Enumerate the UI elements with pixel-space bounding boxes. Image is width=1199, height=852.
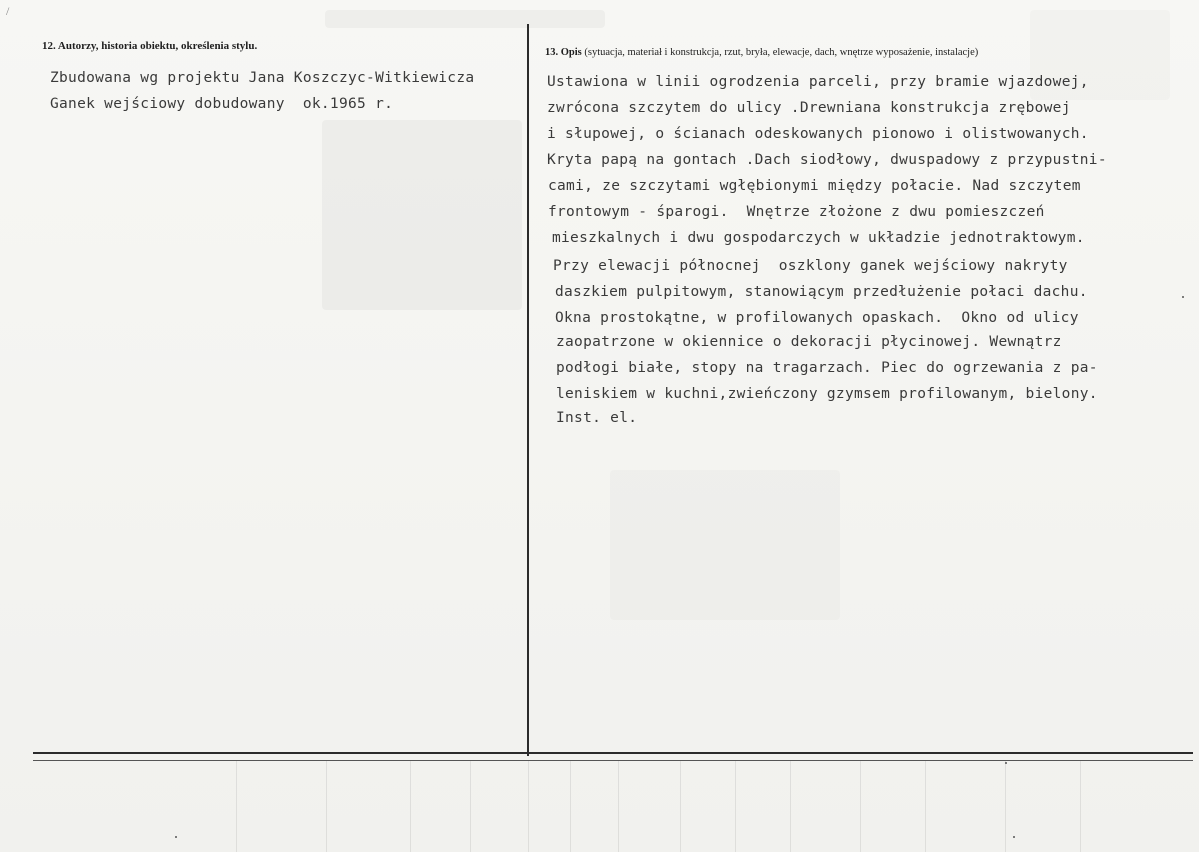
grid-column-line [1005, 761, 1006, 852]
speck [175, 836, 177, 838]
grid-column-line [860, 761, 861, 852]
speck [1182, 296, 1184, 298]
section-13-line: i słupowej, o ścianach odeskowanych pionowo i olistwowanych. [547, 126, 1089, 142]
section-13-line: Okna prostokątne, w profilowanych opaskach. Okno od ulicy [555, 310, 1079, 326]
section-12-line: Zbudowana wg projektu Jana Koszczyc-Witkiewicza [50, 70, 475, 86]
section-13-line: Ustawiona w linii ogrodzenia parceli, przy bramie wjazdowej, [547, 74, 1089, 90]
section-12-line: Ganek wejściowy dobudowany ok.1965 r. [50, 96, 394, 112]
grid-column-line [326, 761, 327, 852]
section-13-label: (sytuacja, materiał i konstrukcja, rzut, bryła, elewacje, dach, wnętrze wyposażenie, instalacje) [581, 47, 979, 58]
grid-column-line [618, 761, 619, 852]
section-13-line: Przy elewacji północnej oszklony ganek wejściowy nakryty [553, 258, 1068, 274]
corner-mark: / [6, 4, 10, 18]
bleed-through-block [610, 470, 840, 620]
grid-column-line [680, 761, 681, 852]
section-13-line: leniskiem w kuchni,zwieńczony gzymsem profilowanym, bielony. [556, 386, 1098, 402]
bleed-through-block [322, 120, 522, 310]
section-13-line: frontowym - śparogi. Wnętrze złożone z dwu pomieszczeń [548, 204, 1045, 220]
grid-column-line [790, 761, 791, 852]
column-divider [527, 24, 529, 756]
grid-column-line [570, 761, 571, 852]
bottom-rule [33, 752, 1193, 754]
grid-column-line [925, 761, 926, 852]
section-13-line: podłogi białe, stopy na tragarzach. Piec do ogrzewania z pa- [556, 360, 1098, 376]
section-13-line: cami, ze szczytami wgłębionymi między połacie. Nad szczytem [548, 178, 1081, 194]
grid-column-line [470, 761, 471, 852]
section-13-line: Inst. el. [556, 410, 638, 426]
section-12-heading: 12. Autorzy, historia obiektu, określenia stylu. [42, 40, 258, 52]
bottom-rule-thin [33, 760, 1193, 761]
grid-column-line [528, 761, 529, 852]
section-13-line: zaopatrzone w okiennice o dekoracji płycinowej. Wewnątrz [556, 334, 1062, 350]
speck [1005, 762, 1007, 764]
speck [1013, 836, 1015, 838]
grid-column-line [410, 761, 411, 852]
section-13-number: 13. Opis [545, 47, 582, 58]
section-13-line: mieszkalnych i dwu gospodarczych w układzie jednotraktowym. [552, 230, 1085, 246]
section-13-line: daszkiem pulpitowym, stanowiącym przedłużenie połaci dachu. [555, 284, 1088, 300]
section-13-heading [545, 47, 978, 58]
grid-column-line [1080, 761, 1081, 852]
section-13-line: Kryta papą na gontach .Dach siodłowy, dwuspadowy z przypustni- [547, 152, 1107, 168]
grid-column-line [735, 761, 736, 852]
bleed-through-block [325, 10, 605, 28]
section-13-line: zwrócona szczytem do ulicy .Drewniana konstrukcja zrębowej [547, 100, 1071, 116]
grid-column-line [236, 761, 237, 852]
